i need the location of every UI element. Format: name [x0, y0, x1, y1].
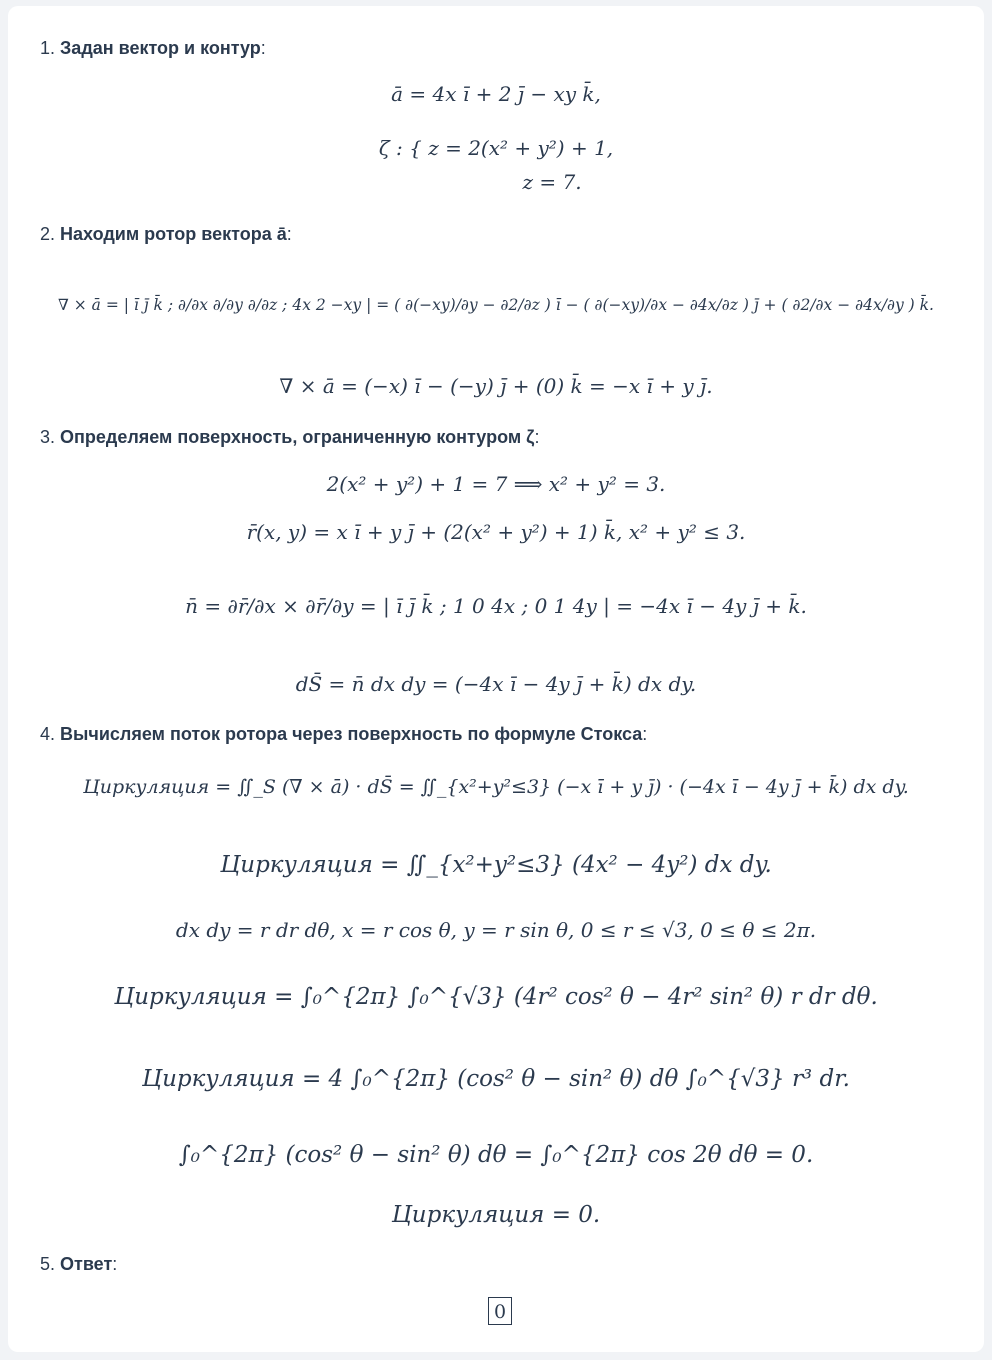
- step-number: 2.: [40, 224, 56, 244]
- circulation-stokes: Циркуляция = ∬_S (∇ × ā) · dS̄ = ∬_{x²+y²≤3} (−x ī + y j̄) · (−4x ī − 4y j̄ + k̄) dx dy.: [83, 776, 909, 798]
- curl-determinant: ∇ × ā = | ī j̄ k̄ ; ∂/∂x ∂/∂y ∂/∂z ; 4x 2 −xy | = ( ∂(−xy)/∂y − ∂2/∂z ) ī − ( ∂(−xy)/∂x − ∂4x/∂z ) j̄ + ( ∂2/∂x − ∂4x/∂y ) k̄.: [58, 296, 934, 314]
- step-text: Ответ: [60, 1254, 113, 1274]
- surface-intersection: 2(x² + y²) + 1 = 7 ⟹ x² + y² = 3.: [326, 472, 666, 496]
- step-1-heading: [40, 38, 266, 59]
- step-colon: :: [534, 427, 540, 447]
- circulation-simplified: Циркуляция = ∬_{x²+y²≤3} (4x² − 4y²) dx dy.: [220, 852, 772, 878]
- circulation-final: Циркуляция = 0.: [391, 1202, 601, 1228]
- curl-result: ∇ × ā = (−x) ī − (−y) j̄ + (0) k̄ = −x ī + y j̄.: [279, 374, 713, 398]
- contour-line-2: z = 7.: [522, 170, 582, 194]
- step-text: Определяем поверхность, ограниченную контуром ζ: [60, 427, 535, 447]
- contour-line-1: ζ : { z = 2(x² + y²) + 1,: [378, 136, 614, 160]
- boxed-answer: 0: [488, 1297, 512, 1325]
- step-colon: :: [260, 38, 266, 58]
- normal-vector: n̄ = ∂r̄/∂x × ∂r̄/∂y = | ī j̄ k̄ ; 1 0 4x ; 0 1 4y | = −4x ī − 4y j̄ + k̄.: [185, 594, 807, 618]
- polar-substitution: dx dy = r dr dθ, x = r cos θ, y = r sin θ, 0 ≤ r ≤ √3, 0 ≤ θ ≤ 2π.: [175, 918, 817, 942]
- surface-element: dS̄ = n̄ dx dy = (−4x ī − 4y j̄ + k̄) dx dy.: [295, 672, 697, 696]
- circulation-polar: Циркуляция = ∫₀^{2π} ∫₀^{√3} (4r² cos² θ − 4r² sin² θ) r dr dθ.: [114, 984, 878, 1010]
- step-5-heading: [40, 1254, 117, 1275]
- step-number: 4.: [40, 724, 56, 744]
- step-3-heading: [40, 427, 539, 448]
- step-colon: :: [112, 1254, 118, 1274]
- step-colon: :: [286, 224, 292, 244]
- circulation-separated: Циркуляция = 4 ∫₀^{2π} (cos² θ − sin² θ) dθ ∫₀^{√3} r³ dr.: [142, 1066, 850, 1092]
- step-number: 3.: [40, 427, 56, 447]
- theta-integral: ∫₀^{2π} (cos² θ − sin² θ) dθ = ∫₀^{2π} cos 2θ dθ = 0.: [178, 1142, 814, 1168]
- step-text: Вычисляем поток ротора через поверхность по формуле Стокса: [60, 724, 643, 744]
- step-number: 5.: [40, 1254, 56, 1274]
- step-4-heading: [40, 724, 647, 745]
- step-number: 1.: [40, 38, 56, 58]
- vector-definition: ā = 4x ī + 2 j̄ − xy k̄,: [391, 82, 601, 106]
- step-colon: :: [642, 724, 648, 744]
- step-text: Находим ротор вектора ā: [60, 224, 287, 244]
- step-text: Задан вектор и контур: [60, 38, 261, 58]
- step-2-heading: [40, 224, 292, 245]
- surface-parametrization: r̄(x, y) = x ī + y j̄ + (2(x² + y²) + 1) k̄, x² + y² ≤ 3.: [246, 520, 746, 544]
